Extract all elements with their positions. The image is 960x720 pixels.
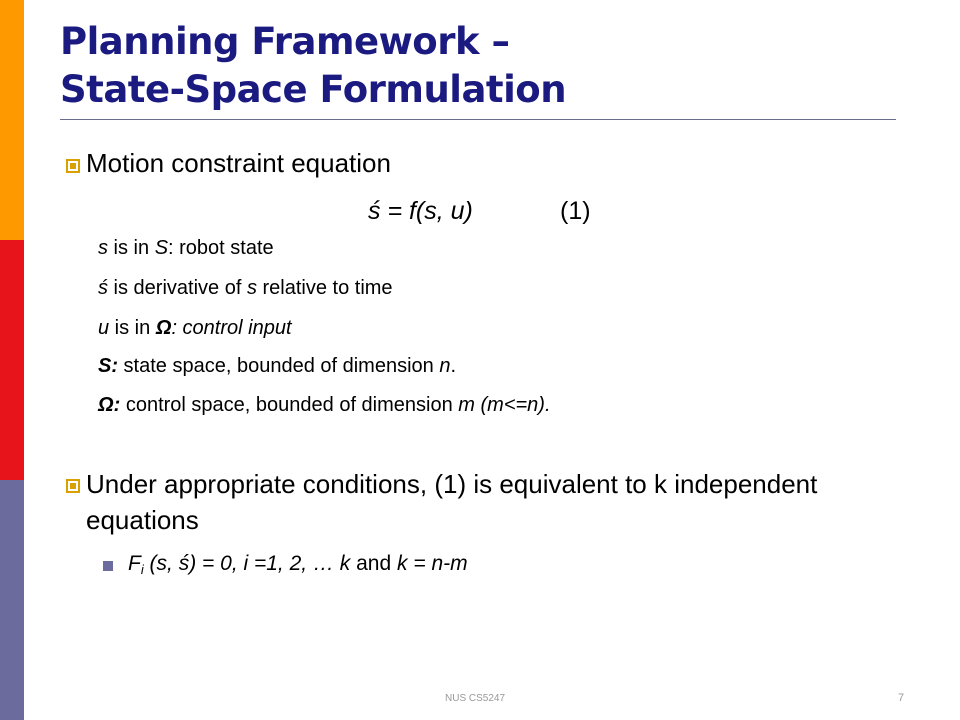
- sub-expr: (s, ś) = 0, i =1, 2, … k: [143, 552, 351, 575]
- sub-and: and: [350, 552, 398, 575]
- def-rest: : control input: [171, 317, 292, 339]
- sub-k: k = n-m: [397, 552, 468, 575]
- accent-bar-purple: [0, 480, 24, 720]
- sub-bullet-icon: [103, 561, 113, 571]
- definition-line-S: [98, 353, 456, 379]
- equation-expression: ś = f(s, u): [368, 197, 473, 225]
- def-end: .: [450, 355, 457, 377]
- bullet-motion-constraint: Motion constraint equation: [86, 148, 391, 178]
- footer-course: NUS CS5247: [445, 693, 506, 704]
- footer-page-number: 7: [898, 692, 905, 704]
- definition-line-omega: [98, 392, 551, 418]
- def-var: n: [439, 355, 451, 377]
- def-var: u: [98, 317, 110, 339]
- def-set: Ω:: [98, 394, 121, 416]
- square-bullet-icon: [66, 479, 80, 493]
- def-end: .: [544, 394, 551, 416]
- slide-title-line1: Planning Framework –: [60, 20, 510, 63]
- def-rest: relative to time: [256, 277, 393, 299]
- def-mid: is derivative of: [108, 277, 247, 299]
- slide-title-line2: State-Space Formulation: [60, 68, 567, 111]
- accent-bar-orange: [0, 0, 24, 240]
- equation-number: (1): [560, 197, 591, 225]
- sub-f: F: [128, 552, 141, 575]
- definition-line-sdot: [98, 275, 393, 301]
- sub-index: i: [140, 562, 144, 577]
- definition-line-u: [98, 315, 292, 341]
- def-var: m (m<=n): [458, 394, 545, 416]
- def-var: ś: [98, 277, 108, 299]
- square-bullet-icon: [66, 159, 80, 173]
- def-rest: control space, bounded of dimension: [120, 394, 459, 416]
- def-set: S: [154, 237, 169, 259]
- def-rest: state space, bounded of dimension: [118, 355, 440, 377]
- accent-bar-red: [0, 240, 24, 480]
- sub-item-equation: [128, 550, 468, 584]
- title-divider: [60, 119, 896, 120]
- def-var2: s: [246, 277, 257, 299]
- def-var: s: [98, 237, 108, 259]
- definition-line-s: [98, 235, 274, 261]
- def-mid: is in: [109, 317, 156, 339]
- bullet-equivalent-equations: Under appropriate conditions, (1) is equivalent to k independent equations: [86, 469, 818, 535]
- def-rest: : robot state: [168, 237, 274, 259]
- def-set: Ω: [155, 317, 172, 339]
- slide-title: [60, 18, 566, 114]
- def-set: S:: [98, 355, 118, 377]
- def-mid: is in: [108, 237, 155, 259]
